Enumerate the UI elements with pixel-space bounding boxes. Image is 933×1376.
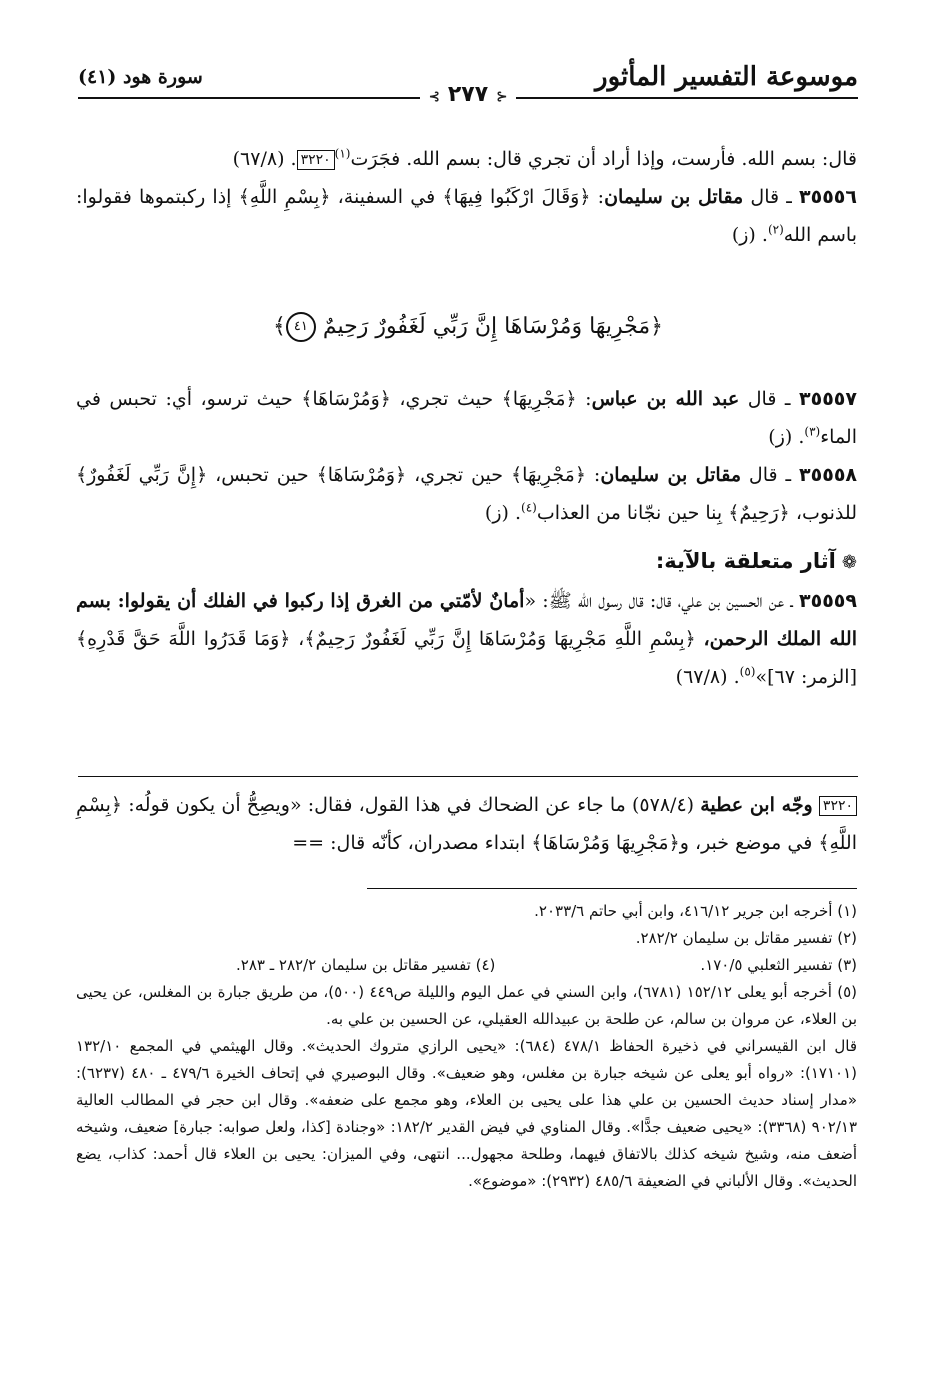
athar-35556: ٣٥٥٥٦ ـ قال مقاتل بن سليمان: ﴿وَقَالَ ارْكَبُوا فِيهَا﴾ في السفينة، ﴿بِسْمِ اللَّهِ﴾ إذا ركبتموها فقولوا: باسم الله$^{(٢)}$. (ز) — [76, 186, 857, 246]
commentary-ref-box: ٣٢٢٠ — [819, 796, 857, 816]
narrator-name: مقاتل بن سليمان — [600, 464, 741, 486]
ornament-left-icon: ⊰ — [495, 89, 508, 105]
flower-icon: ❁ — [841, 552, 857, 573]
page-number: ⊰ ٢٧٧ ⊱ — [420, 82, 515, 107]
section-heading: ❁ آثار متعلقة بالآية: — [655, 549, 857, 573]
footnote-row — [76, 952, 857, 979]
surah-label: سورة هود (٤١) — [78, 66, 203, 88]
footnote-4: (٤) تفسير مقاتل بن سليمان ٢٨٢/٢ ـ ٢٨٣. — [236, 956, 496, 974]
athar-35559: ٣٥٥٥٩ ـ عن الحسين بن علي، قال: قال رسول الله ﷺ: «أمانٌ لأمّتي من الغرق إذا ركبوا في الفلك أن يقولوا: بسم الله الملك الرحمن، ﴿بِسْمِ اللَّهِ مَجْرِيهَا وَمُرْسَاهَا إِنَّ رَبِّي لَغَفُورٌ رَحِيمٌ﴾، ﴿وَمَا قَدَرُوا اللَّهَ حَقَّ قَدْرِهِ﴾ [الزمر: ٦٧]»$^{(٥)}$. (٦٧/٨) — [76, 590, 857, 688]
verse-number-icon: ٤١ — [286, 312, 316, 342]
book-title: موسوعة التفسير المأثور — [595, 62, 858, 92]
footnotes — [76, 898, 857, 1195]
athar-35558: ٣٥٥٥٨ ـ قال مقاتل بن سليمان: ﴿مَجْرِيهَا﴾ حين تجري، ﴿وَمُرْسَاهَا﴾ حين تحبس، ﴿إِنَّ رَبِّي لَغَفُورٌ﴾ للذنوب، ﴿رَحِيمٌ﴾ بِنا حين نجّانا من العذاب$^{(٤)}$. (ز) — [76, 464, 858, 524]
ornament-right-icon: ⊱ — [428, 89, 441, 105]
commentary-divider — [78, 776, 858, 777]
footnote-5-continued: قال ابن القيسراني في ذخيرة الحفاظ ٤٧٨/١ (٦٨٤): «يحيى الرازي متروك الحديث». وقال الهيثمي في المجمع ١٣٢/١٠ (١٧١٠١): «رواه أبو يعلى عن شيخه جبارة بن مغلس، وهو ضعيف». وقال البوصيري في إتحاف الخيرة ٤٧٩/٦ ـ ٤٨٠ (٦٢٣٧): «مدار إسناد حديث الحسين بن علي هذا على يحيى بن العلاء، وهو مجمع على ضعفه». وقال ابن حجر في المطالب العالية ٩٠٢/١٣ (٣٣٦٨): «يحيى ضعيف جدًّا». وقال المناوي في فيض القدير ١٨٢/٢: «وجنادة [كذا، ولعل صوابه: جبارة] ضعيف، وشيخه أضعف منه، وشيخ شيخه كذلك بالاتفاق فيهما، وطلحة مجهول... انتهى، وفي الميزان: يحيى بن العلاء قال أحمد: كذاب، يضع الحديث». وقال الألباني في الضعيفة ٤٨٥/٦ (٢٩٣٢): «موضوع». — [76, 1037, 858, 1190]
footnote-5: (٥) أخرجه أبو يعلى ١٥٢/١٢ (٦٧٨١)، وابن السني في عمل اليوم والليلة ص٤٤٩ (٥٠٠)، من طريق جبارة بن المغلس، عن يحيى بن العلاء، عن مروان بن سالم، عن طلحة بن عبيدالله العقيلي، عن الحسين بن علي به. — [76, 983, 858, 1028]
footnote-2: (٢) تفسير مقاتل بن سليمان ٢٨٢/٢. — [635, 929, 857, 947]
athar-35557: ٣٥٥٥٧ ـ قال عبد الله بن عباس: ﴿مَجْرِيهَا﴾ حيث تجري، ﴿وَمُرْسَاهَا﴾ حيث ترسو، أي: تحبس في الماء$^{(٣)}$. (ز) — [76, 388, 857, 448]
footnote-3: (٣) تفسير الثعلبي ١٧٠/٥. — [700, 956, 857, 974]
tafsir-body — [76, 380, 857, 696]
commentary-ref-box: ٣٢٢٠ — [297, 150, 335, 170]
footnote-1: (١) أخرجه ابن جرير ٤١٦/١٢، وابن أبي حاتم ٢٠٣٣/٦. — [534, 902, 857, 920]
quran-verse: ﴿مَجْرِيهَا وَمُرْسَاهَا إِنَّ رَبِّي لَغَفُورٌ رَحِيمٌ ٤١﴾ — [78, 312, 858, 342]
commentary-block: ٣٢٢٠ وجّه ابن عطية (٥٧٨/٤) ما جاء عن الضحاك في هذا القول، فقال: «ويصِحُّ أن يكون قولُه: ﴿بِسْمِ اللَّهِ﴾ في موضع خبر، و﴿مَجْرِيهَا وَمُرْسَاهَا﴾ ابتداء مصدران، كأنّه قال: == — [76, 794, 857, 854]
hadith-text: أمانٌ لأمّتي من الغرق إذا ركبوا في الفلك أن يقولوا: بسم الله الملك الرحمن، — [76, 590, 857, 650]
narrator-name: عبد الله بن عباس — [591, 388, 740, 410]
narrator-name: مقاتل بن سليمان — [604, 186, 744, 208]
paragraph-continuation: قال: بسم الله. فأرست، وإذا أراد أن تجري قال: بسم الله. فجَرَت$^{(١)}$٣٢٢٠. (٦٧/٨) ٣٥٥٥٦ ـ قال مقاتل بن سليمان: ﴿وَقَالَ ارْكَبُوا فِيهَا﴾ في السفينة، ﴿بِسْمِ اللَّهِ﴾ إذا ركبتموها فقولوا: باسم الله$^{(٢)}$. (ز) — [76, 140, 857, 254]
footnote-divider — [367, 888, 857, 889]
page-header — [78, 62, 858, 112]
